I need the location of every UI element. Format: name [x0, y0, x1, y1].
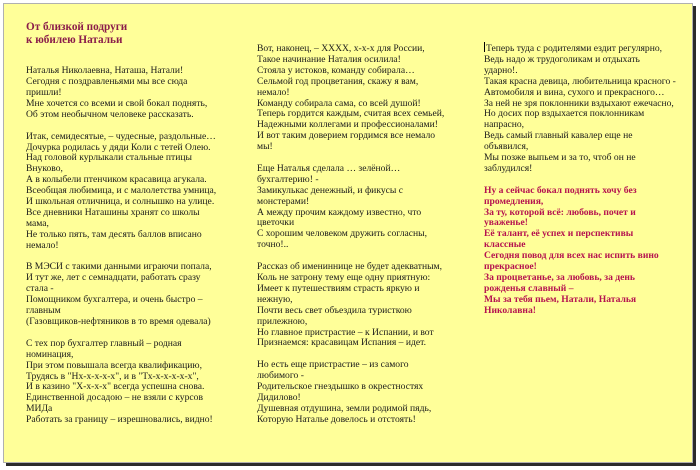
- poem-line: С тех пор бухгалтер главный – родная: [26, 337, 182, 349]
- closing-line: За процветанье, за любовь, за день: [484, 272, 635, 284]
- stanza: [26, 262, 246, 327]
- poem-line: И в казино "Х-х-х-х" всегда успешна снова.: [26, 381, 205, 393]
- poem-line: [484, 42, 693, 55]
- poem-line: Которую Наталье довелось и отстоять!: [257, 413, 416, 425]
- poem-line: Мне хочется со всеми и свой бокал поднять,: [26, 97, 208, 109]
- poem-line: Коль не затрону тему еще одну приятную:: [257, 272, 431, 283]
- poem-line: Родительское гнездышко в окрестностях: [257, 381, 424, 393]
- stanza: [257, 360, 477, 425]
- poem-line: заблудился!: [484, 162, 533, 174]
- poem-line: Рассказ об имениннице не будет адекватным,: [257, 261, 443, 273]
- poem-line: Ведь надо ж трудоголикам и отдыхать: [484, 53, 640, 65]
- poem-line: И школьная отличница, и солнышко на улице.: [26, 196, 215, 208]
- poem-line: мы!: [257, 141, 273, 153]
- closing-line: уваженье!: [484, 217, 528, 229]
- poem-line: Замикулькас денежный, и фикусы с: [257, 184, 403, 196]
- poem-line: В МЭСИ с такими данными играючи попала,: [26, 261, 212, 273]
- poem-line: Итак, семидесятые, – чудесные, раздольные…: [26, 130, 216, 142]
- stanza: [26, 132, 246, 252]
- poem-line: Имеет к путешествиям страсть яркую и: [257, 282, 420, 294]
- poem-line: Помощником бухгалтера, и очень быстро –: [26, 294, 203, 306]
- poem-line: Душевная отдушина, земли родимой пядь,: [257, 402, 432, 414]
- stanza: [26, 339, 246, 426]
- poem-line: мама,: [26, 217, 49, 229]
- poem-line: Но есть еще пристрастие – из самого: [257, 359, 409, 371]
- poem-line: А в колыбели птенчиком красавица агукала.: [26, 174, 207, 186]
- poem-line: Теперь гордится каждым, считая всех семьей,: [257, 108, 445, 120]
- poem-line: Все дневники Наташины хранят со школы: [26, 206, 200, 218]
- poem-line: Всеобщая любимица, и с малолетства умница,: [26, 185, 217, 197]
- closing-line: прекрасное!: [484, 261, 537, 273]
- title-line: От близкой подруги: [26, 21, 128, 33]
- poem-line: Надежными коллегами и профессионалами!: [257, 119, 438, 131]
- poem-line: Такое начинание Наталия осилила!: [257, 53, 401, 65]
- poem-line: Дидилово!: [257, 391, 301, 403]
- stanza: [257, 164, 477, 251]
- poem-line: главным: [26, 305, 61, 317]
- poem-line: Наталья Николаевна, Наташа, Натали!: [26, 65, 184, 77]
- poem-line: точно!..: [257, 239, 289, 251]
- poem-line: Вот, наконец, – ХХХХ, х-х-х для России,: [257, 43, 425, 54]
- poem-line: Такая красна девица, любительница красного -: [484, 75, 676, 87]
- closing-line: Ну а сейчас бокал поднять хочу без: [484, 184, 637, 196]
- poem-line: И вот таким доверием гордимся все немало: [257, 130, 436, 142]
- stanza: [257, 262, 477, 349]
- poem-line: Мы позже выпьем и за то, чтоб он не: [484, 152, 636, 164]
- poem-line: Об этом необычном человеке рассказать.: [26, 108, 194, 120]
- poem-line: Сельмой год процветания, скажу я вам,: [257, 75, 419, 87]
- closing-line: Её талант, её успех и перспективы: [484, 228, 634, 240]
- poem-line: нежную,: [257, 293, 293, 305]
- poem-line: Дочурка родилась у дяди Коли с тетей Олею.: [26, 141, 211, 153]
- poem-line: пришли!: [26, 87, 62, 98]
- column-2: [257, 44, 477, 437]
- stanza: [484, 42, 693, 175]
- poem-line: А между прочим каждому известно, что: [257, 206, 422, 218]
- poem-line: Команду собирала сама, со всей душой!: [257, 97, 421, 109]
- poem-line: ударно!.: [484, 64, 518, 76]
- poem-line: Не только пять, там десять баллов вписано: [26, 228, 202, 240]
- poem-line: Но главное пристрастие – к Испании, и вот: [257, 326, 434, 338]
- poem-line: МИДа: [26, 403, 53, 415]
- poem-line: цветочки: [257, 217, 295, 229]
- poem-line: бухгалтерию! -: [257, 173, 319, 185]
- closing-line: классные: [484, 239, 526, 251]
- text-cursor: [484, 42, 485, 52]
- closing-line: рожденья славный –: [484, 282, 574, 294]
- poem-line: Сегодня с поздравленьями мы все сюда: [26, 76, 188, 88]
- column-1: [26, 18, 246, 437]
- poem-line: Признаемся: красавицам Испания – идет.: [257, 337, 426, 349]
- poem-line: немало!: [257, 86, 290, 98]
- poem-line: Стояла у истоков, команду собирала…: [257, 64, 415, 76]
- column-3: [484, 42, 693, 328]
- poem-line: И тут же, лет с семнадцати, работать сразу: [26, 272, 201, 284]
- document-page: [3, 3, 693, 463]
- poem-line: Трудясь в "Нх-х-х-х-х", и в "Тх-х-х-х-х-х",: [26, 370, 199, 382]
- closing-line: Мы за тебя пьем, Натали, Наталья: [484, 293, 637, 305]
- poem-line: Ведь самый главный кавалер еще не: [484, 130, 633, 142]
- poem-line: При этом повышала всегда квалификацию,: [26, 359, 202, 371]
- poem-line: Единственной досадою – не взяли с курсов: [26, 392, 203, 404]
- closing-toast-stanza: [484, 186, 693, 317]
- poem-line: номинация,: [26, 348, 74, 360]
- poem-line: монстерами!: [257, 195, 310, 207]
- title-line: к юбилею Натальи: [26, 33, 123, 46]
- poem-line: Еще Наталья сделала … зелёной…: [257, 162, 401, 174]
- poem-line: Но досих пор вздыхается поклонникам: [484, 108, 645, 120]
- poem-title: [26, 21, 246, 46]
- poem-line: Над головой курлыкали стальные птицы: [26, 152, 192, 164]
- closing-line: Сегодня повод для всех нас испить вино: [484, 250, 659, 262]
- poem-line: (Газовщиков-нефтяников в то время одевала): [26, 316, 211, 327]
- poem-line: Почти весь свет объездила туристкою: [257, 304, 412, 316]
- poem-line: Автомобиля и вина, сухого и прекрасного…: [484, 86, 665, 98]
- stanza: [257, 44, 477, 153]
- poem-line: прилежною,: [257, 315, 308, 327]
- poem-line-text: Теперь туда с родителями ездит регулярно,: [486, 43, 663, 54]
- closing-line: За ту, которой всё: любовь, почет и: [484, 206, 636, 218]
- poem-line: объявился,: [484, 141, 529, 153]
- poem-line: За ней не зря поклонники вздыхают ежечасно,: [484, 97, 674, 109]
- poem-line: напрасно,: [484, 119, 525, 131]
- poem-line: Внуково,: [26, 163, 63, 175]
- poem-line: Работать за границу – изрешновались, видно!: [26, 414, 213, 426]
- poem-line: стала -: [26, 283, 54, 295]
- closing-line: промедления,: [484, 195, 544, 207]
- poem-line: С хорошим человеком дружить согласны,: [257, 228, 428, 240]
- poem-line: любимого -: [257, 370, 304, 382]
- closing-line: Николавна!: [484, 304, 536, 316]
- stanza: [26, 66, 246, 121]
- poem-line: немало!: [26, 239, 59, 251]
